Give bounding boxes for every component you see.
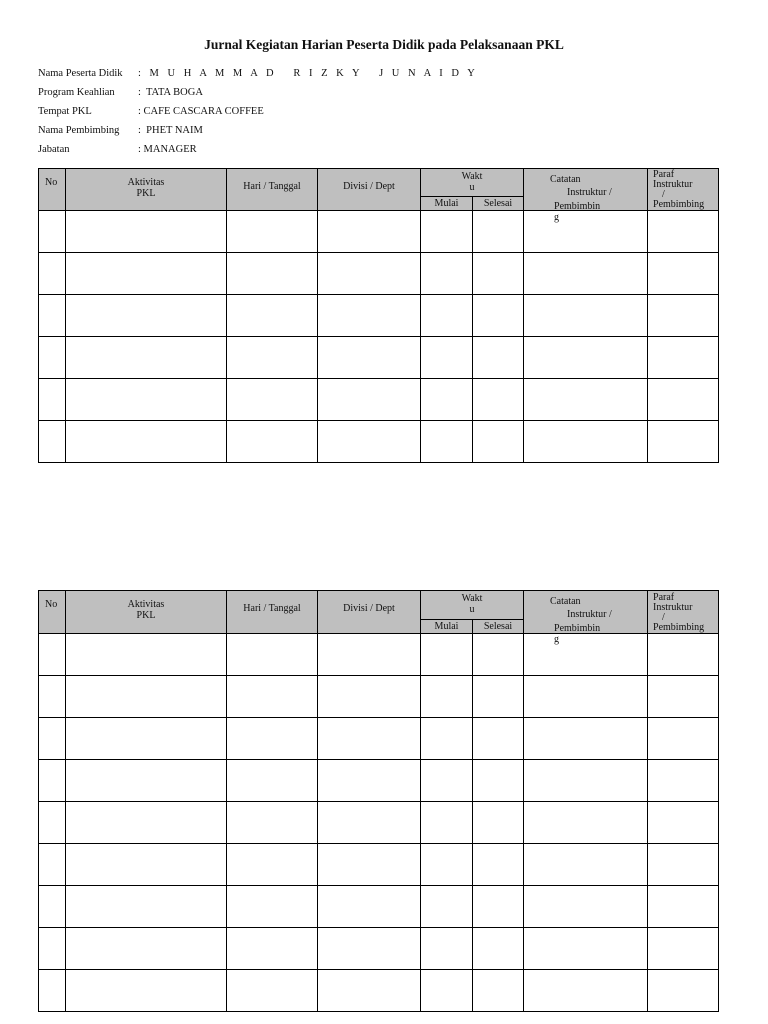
table-row — [39, 421, 719, 463]
cell-no[interactable] — [39, 379, 66, 421]
cell-paraf[interactable] — [648, 211, 719, 253]
cell-aktivitas[interactable] — [66, 844, 227, 886]
cell-divisi[interactable] — [318, 928, 421, 970]
student-info — [38, 64, 478, 159]
cell-mulai[interactable] — [421, 844, 473, 886]
cell-aktivitas[interactable] — [66, 337, 227, 379]
header-paraf-line: / — [662, 189, 665, 200]
cell-divisi[interactable] — [318, 886, 421, 928]
header-paraf-line: Paraf — [653, 169, 675, 180]
cell-mulai[interactable] — [421, 253, 473, 295]
cell-hari-tanggal[interactable] — [227, 211, 318, 253]
header-paraf — [648, 591, 719, 634]
cell-mulai[interactable] — [421, 718, 473, 760]
cell-paraf[interactable] — [648, 928, 719, 970]
cell-paraf[interactable] — [648, 634, 719, 676]
cell-divisi[interactable] — [318, 379, 421, 421]
header-catatan-wrap — [554, 623, 619, 645]
header-waktu — [421, 591, 524, 620]
cell-hari-tanggal[interactable] — [227, 379, 318, 421]
cell-divisi[interactable] — [318, 337, 421, 379]
cell-mulai[interactable] — [421, 928, 473, 970]
cell-selesai[interactable] — [473, 718, 524, 760]
journal-table-2 — [38, 590, 719, 1012]
table-row — [39, 928, 719, 970]
cell-no[interactable] — [39, 211, 66, 253]
cell-hari-tanggal[interactable] — [227, 886, 318, 928]
info-row-nama-peserta — [38, 64, 478, 83]
cell-paraf[interactable] — [648, 970, 719, 1012]
cell-divisi[interactable] — [318, 295, 421, 337]
journal-table-1 — [38, 168, 719, 463]
header-catatan-wrap — [554, 201, 619, 223]
cell-aktivitas[interactable] — [66, 634, 227, 676]
cell-paraf[interactable] — [648, 844, 719, 886]
cell-catatan[interactable] — [524, 802, 648, 844]
cell-paraf[interactable] — [648, 337, 719, 379]
cell-no[interactable] — [39, 421, 66, 463]
cell-aktivitas[interactable] — [66, 295, 227, 337]
header-divisi-dept: Divisi / Dept — [318, 169, 421, 211]
info-value: : M U H A M M A D R I Z K Y J U N A I D Y — [138, 68, 478, 79]
table-row — [39, 337, 719, 379]
header-catatan-line: Instruktur / — [567, 187, 612, 198]
cell-paraf[interactable] — [648, 886, 719, 928]
cell-divisi[interactable] — [318, 676, 421, 718]
header-waktu-line: u — [469, 604, 475, 615]
header-waktu-line: Wakt — [461, 593, 483, 604]
header-aktivitas-line: PKL — [136, 610, 156, 621]
cell-catatan[interactable] — [524, 337, 648, 379]
cell-selesai[interactable] — [473, 421, 524, 463]
cell-hari-tanggal[interactable] — [227, 802, 318, 844]
table-row — [39, 844, 719, 886]
cell-no[interactable] — [39, 634, 66, 676]
cell-aktivitas[interactable] — [66, 886, 227, 928]
cell-catatan[interactable] — [524, 970, 648, 1012]
header-catatan-line: g — [554, 634, 560, 645]
table-row — [39, 886, 719, 928]
cell-paraf[interactable] — [648, 802, 719, 844]
info-label: Program Keahlian — [38, 87, 115, 98]
cell-no[interactable] — [39, 337, 66, 379]
cell-no[interactable] — [39, 928, 66, 970]
cell-no[interactable] — [39, 802, 66, 844]
header-catatan-line: Catatan — [550, 596, 581, 607]
cell-divisi[interactable] — [318, 421, 421, 463]
cell-catatan[interactable] — [524, 253, 648, 295]
cell-mulai[interactable] — [421, 421, 473, 463]
header-no: No — [39, 169, 66, 211]
cell-aktivitas[interactable] — [66, 718, 227, 760]
header-hari-tanggal: Hari / Tanggal — [227, 591, 318, 634]
cell-hari-tanggal[interactable] — [227, 253, 318, 295]
cell-divisi[interactable] — [318, 844, 421, 886]
table-row — [39, 760, 719, 802]
cell-catatan[interactable] — [524, 928, 648, 970]
cell-catatan[interactable] — [524, 295, 648, 337]
cell-hari-tanggal[interactable] — [227, 295, 318, 337]
header-no: No — [39, 591, 66, 634]
cell-mulai[interactable] — [421, 337, 473, 379]
info-row-program-keahlian — [38, 83, 478, 102]
info-label: Nama Pembimbing — [38, 125, 120, 136]
header-catatan — [524, 591, 648, 645]
header-aktivitas-line: Aktivitas — [127, 177, 165, 188]
cell-aktivitas[interactable] — [66, 379, 227, 421]
cell-selesai[interactable] — [473, 970, 524, 1012]
table-row — [39, 718, 719, 760]
cell-selesai[interactable] — [473, 760, 524, 802]
cell-hari-tanggal[interactable] — [227, 844, 318, 886]
cell-catatan[interactable] — [524, 760, 648, 802]
cell-mulai[interactable] — [421, 211, 473, 253]
cell-paraf[interactable] — [648, 760, 719, 802]
cell-catatan[interactable] — [524, 886, 648, 928]
cell-no[interactable] — [39, 253, 66, 295]
table-row — [39, 295, 719, 337]
header-paraf-line: Instruktur — [653, 602, 693, 613]
header-paraf-line: / — [662, 612, 665, 623]
header-paraf-line: Paraf — [653, 592, 675, 603]
cell-paraf[interactable] — [648, 676, 719, 718]
cell-selesai[interactable] — [473, 802, 524, 844]
cell-mulai[interactable] — [421, 886, 473, 928]
cell-selesai[interactable] — [473, 886, 524, 928]
cell-catatan[interactable] — [524, 421, 648, 463]
cell-aktivitas[interactable] — [66, 676, 227, 718]
info-row-tempat-pkl — [38, 102, 478, 121]
cell-no[interactable] — [39, 844, 66, 886]
cell-hari-tanggal[interactable] — [227, 676, 318, 718]
header-paraf-line: Pembimbing — [653, 199, 705, 210]
cell-divisi[interactable] — [318, 253, 421, 295]
header-catatan-line: Pembimbin — [554, 201, 601, 212]
cell-aktivitas[interactable] — [66, 802, 227, 844]
cell-no[interactable] — [39, 760, 66, 802]
cell-mulai[interactable] — [421, 634, 473, 676]
info-value: : TATA BOGA — [138, 87, 203, 98]
cell-catatan[interactable] — [524, 718, 648, 760]
header-mulai: Mulai — [421, 619, 473, 633]
table-row — [39, 676, 719, 718]
cell-aktivitas[interactable] — [66, 928, 227, 970]
cell-selesai[interactable] — [473, 253, 524, 295]
cell-paraf[interactable] — [648, 253, 719, 295]
cell-selesai[interactable] — [473, 634, 524, 676]
cell-no[interactable] — [39, 886, 66, 928]
info-label: Nama Peserta Didik — [38, 68, 123, 79]
header-divisi-dept: Divisi / Dept — [318, 591, 421, 634]
cell-selesai[interactable] — [473, 928, 524, 970]
cell-selesai[interactable] — [473, 676, 524, 718]
cell-divisi[interactable] — [318, 760, 421, 802]
cell-selesai[interactable] — [473, 295, 524, 337]
cell-aktivitas[interactable] — [66, 760, 227, 802]
info-value: : PHET NAIM — [138, 125, 203, 136]
cell-mulai[interactable] — [421, 760, 473, 802]
header-aktivitas-line: Aktivitas — [127, 599, 165, 610]
header-catatan — [524, 169, 648, 223]
cell-catatan[interactable] — [524, 844, 648, 886]
header-mulai: Mulai — [421, 197, 473, 211]
cell-aktivitas[interactable] — [66, 253, 227, 295]
cell-hari-tanggal[interactable] — [227, 760, 318, 802]
cell-selesai[interactable] — [473, 337, 524, 379]
cell-divisi[interactable] — [318, 970, 421, 1012]
cell-paraf[interactable] — [648, 718, 719, 760]
cell-catatan[interactable] — [524, 676, 648, 718]
info-label: Jabatan — [38, 144, 70, 155]
info-value: : MANAGER — [138, 144, 197, 155]
header-paraf — [648, 169, 719, 211]
cell-hari-tanggal[interactable] — [227, 718, 318, 760]
header-selesai: Selesai — [473, 619, 524, 633]
header-catatan-line: Catatan — [550, 174, 581, 185]
cell-divisi[interactable] — [318, 802, 421, 844]
table-row — [39, 970, 719, 1012]
table-row — [39, 802, 719, 844]
cell-hari-tanggal[interactable] — [227, 634, 318, 676]
cell-no[interactable] — [39, 676, 66, 718]
cell-divisi[interactable] — [318, 634, 421, 676]
header-aktivitas — [66, 591, 227, 634]
cell-divisi[interactable] — [318, 211, 421, 253]
cell-no[interactable] — [39, 718, 66, 760]
header-hari-tanggal: Hari / Tanggal — [227, 169, 318, 211]
cell-mulai[interactable] — [421, 676, 473, 718]
table-row — [39, 253, 719, 295]
header-catatan-line: Pembimbin — [554, 623, 601, 634]
cell-selesai[interactable] — [473, 211, 524, 253]
cell-catatan[interactable] — [524, 379, 648, 421]
cell-no[interactable] — [39, 295, 66, 337]
info-row-nama-pembimbing — [38, 121, 478, 140]
header-catatan-line: g — [554, 212, 560, 223]
cell-no[interactable] — [39, 970, 66, 1012]
page-title: Jurnal Kegiatan Harian Peserta Didik pada Pelaksanaan PKL — [204, 37, 564, 52]
header-waktu-line: u — [469, 182, 475, 193]
header-paraf-line: Instruktur — [653, 179, 693, 190]
cell-aktivitas[interactable] — [66, 421, 227, 463]
table-row — [39, 379, 719, 421]
cell-divisi[interactable] — [318, 718, 421, 760]
cell-paraf[interactable] — [648, 295, 719, 337]
info-label: Tempat PKL — [38, 106, 92, 117]
cell-mulai[interactable] — [421, 970, 473, 1012]
header-catatan-line: Instruktur / — [567, 609, 612, 620]
cell-hari-tanggal[interactable] — [227, 337, 318, 379]
cell-mulai[interactable] — [421, 802, 473, 844]
header-waktu — [421, 169, 524, 197]
header-waktu-line: Wakt — [461, 171, 483, 182]
cell-mulai[interactable] — [421, 295, 473, 337]
cell-paraf[interactable] — [648, 379, 719, 421]
cell-hari-tanggal[interactable] — [227, 421, 318, 463]
cell-aktivitas[interactable] — [66, 970, 227, 1012]
header-aktivitas — [66, 169, 227, 211]
cell-selesai[interactable] — [473, 379, 524, 421]
cell-aktivitas[interactable] — [66, 211, 227, 253]
cell-hari-tanggal[interactable] — [227, 928, 318, 970]
cell-selesai[interactable] — [473, 844, 524, 886]
header-paraf-line: Pembimbing — [653, 622, 705, 633]
info-value: : CAFE CASCARA COFFEE — [138, 106, 264, 117]
info-row-jabatan — [38, 140, 478, 159]
header-selesai: Selesai — [473, 197, 524, 211]
cell-mulai[interactable] — [421, 379, 473, 421]
header-aktivitas-line: PKL — [136, 188, 156, 199]
cell-hari-tanggal[interactable] — [227, 970, 318, 1012]
cell-paraf[interactable] — [648, 421, 719, 463]
